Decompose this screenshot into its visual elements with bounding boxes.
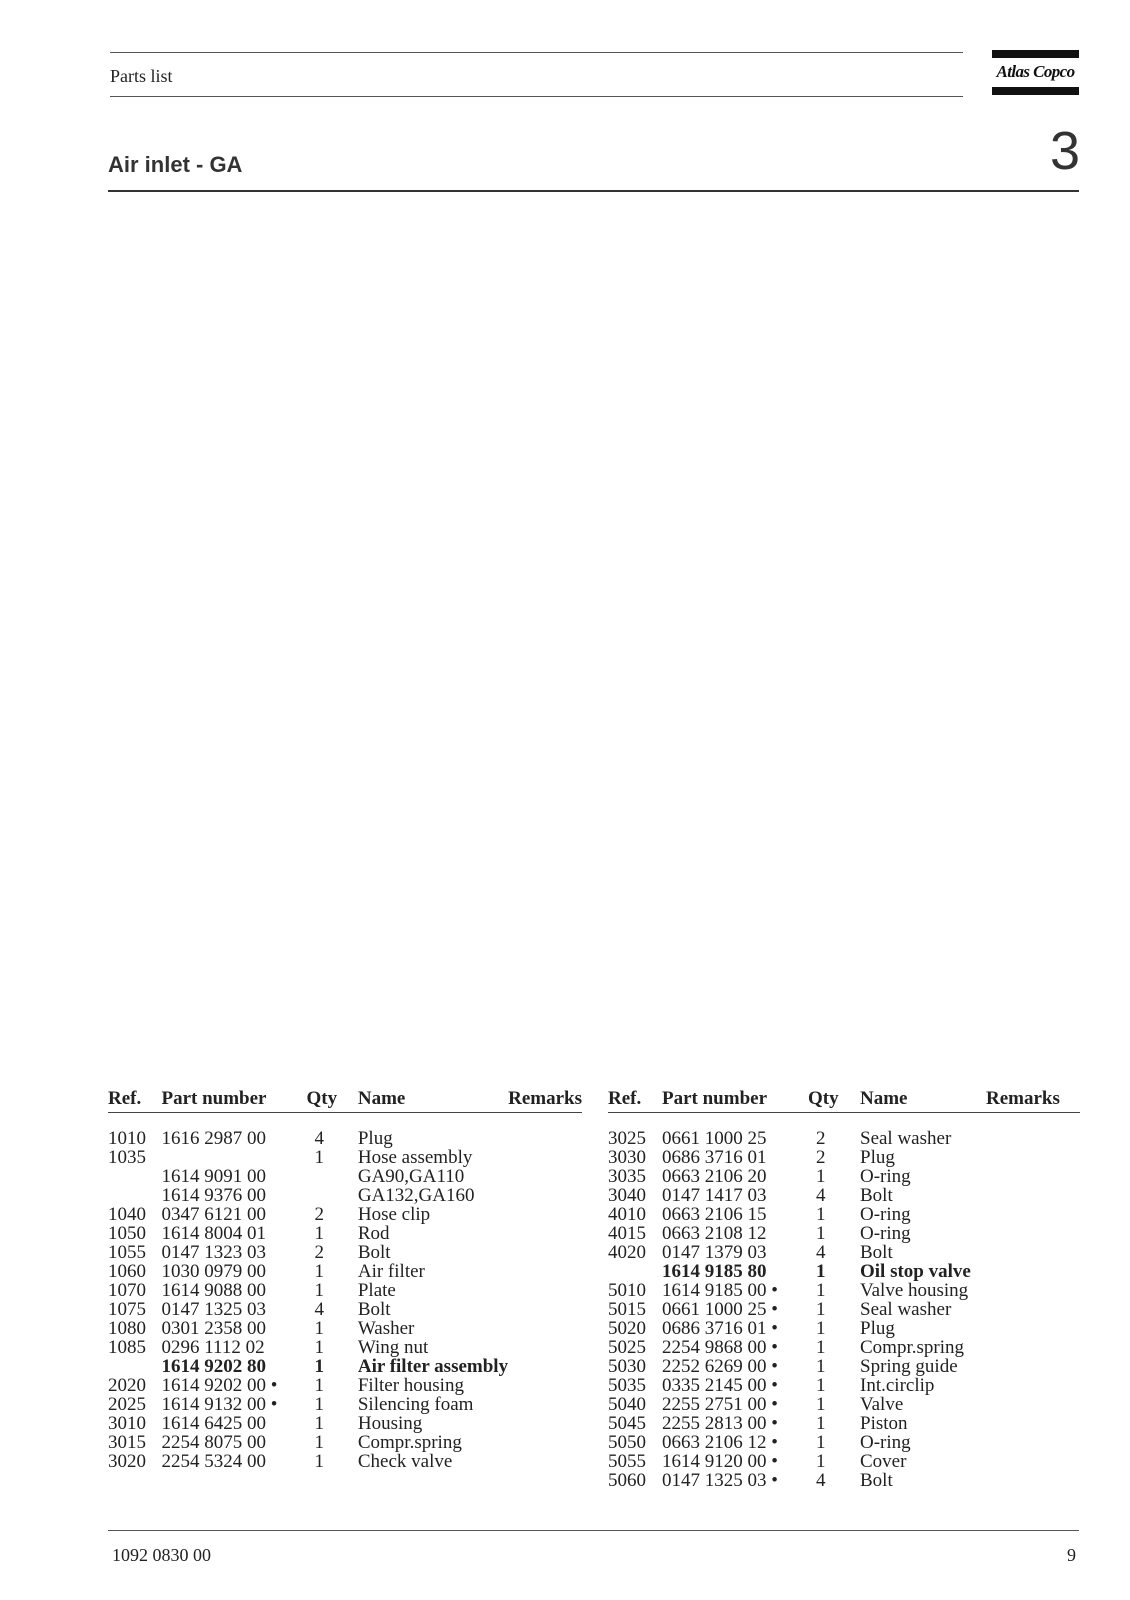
section-title: Air inlet - GA (108, 152, 243, 177)
name-cell: Plug (860, 1318, 895, 1339)
ref-cell: 1040 (108, 1204, 146, 1225)
table-spacer-row (608, 1113, 1080, 1130)
ref-cell: 2020 (108, 1375, 146, 1396)
remarks-cell (508, 1300, 582, 1319)
qty-cell: 1 (314, 1451, 325, 1472)
part-number-cell: 2254 5324 00 (161, 1451, 266, 1472)
ref-cell: 1070 (108, 1280, 146, 1301)
name-cell: Bolt (357, 1299, 391, 1320)
part-number-cell: 0686 3716 01 • (662, 1318, 778, 1339)
remarks-cell (986, 1376, 1080, 1395)
table-row (108, 1376, 582, 1395)
logo-wordmark: Atlas Copco (996, 62, 1075, 81)
table-row (608, 1452, 1080, 1471)
part-number-cell: 0335 2145 00 • (662, 1375, 778, 1396)
part-number-cell: 1614 9185 00 • (662, 1280, 778, 1301)
logo-top-bar (992, 50, 1079, 58)
col-header-remarks: Remarks (986, 1088, 1080, 1113)
footer-rule (108, 1530, 1079, 1531)
part-number-cell: 0663 2106 15 (662, 1204, 767, 1225)
qty-cell: 4 (314, 1128, 325, 1149)
part-number-cell: 0663 2108 12 (662, 1223, 767, 1244)
qty-cell: 2 (314, 1204, 325, 1225)
ref-cell (108, 1357, 161, 1376)
ref-cell: 5010 (608, 1280, 646, 1301)
remarks-cell (508, 1186, 582, 1205)
table-row (108, 1205, 582, 1224)
table-row (608, 1338, 1080, 1357)
remarks-cell (986, 1471, 1080, 1490)
remarks-cell (508, 1148, 582, 1167)
table-row (608, 1300, 1080, 1319)
ref-cell: 4015 (608, 1223, 646, 1244)
header-bottom-rule (110, 96, 963, 97)
ref-cell: 1080 (108, 1318, 146, 1339)
remarks-cell (986, 1167, 1080, 1186)
part-number-cell: 1614 9088 00 (161, 1280, 266, 1301)
ref-cell: 3040 (608, 1185, 646, 1206)
part-number-cell: 1616 2987 00 (161, 1128, 266, 1149)
ref-cell: 5060 (608, 1470, 646, 1491)
qty-cell: 1 (314, 1432, 325, 1453)
section-number: 3 (1049, 121, 1080, 181)
name-cell: Housing (357, 1413, 423, 1434)
qty-cell: 1 (816, 1318, 826, 1339)
name-cell: Plate (357, 1280, 396, 1301)
part-number-cell: 1614 9132 00 • (161, 1394, 278, 1415)
remarks-cell (508, 1281, 582, 1300)
remarks-cell (508, 1129, 582, 1148)
table-header-row (608, 1088, 1080, 1113)
part-number-cell: 2254 9868 00 • (662, 1337, 778, 1358)
qty-cell: 2 (314, 1242, 325, 1263)
name-cell: O-ring (860, 1204, 911, 1225)
part-number-cell: 0296 1112 02 (161, 1337, 265, 1358)
table-row (108, 1357, 582, 1376)
ref-cell (108, 1167, 161, 1186)
col-header-part-number: Part number (161, 1088, 306, 1113)
qty-cell: 4 (816, 1185, 826, 1206)
name-cell: Valve housing (860, 1280, 969, 1301)
ref-cell: 5025 (608, 1337, 646, 1358)
part-number-cell: 0147 1417 03 (662, 1185, 767, 1206)
remarks-cell (986, 1319, 1080, 1338)
ref-cell: 1050 (108, 1223, 146, 1244)
table-header-row (108, 1088, 582, 1113)
col-header-part-number: Part number (662, 1088, 808, 1113)
ref-cell: 5050 (608, 1432, 646, 1453)
table-row (608, 1167, 1080, 1186)
name-cell: Rod (357, 1223, 390, 1244)
qty-cell: 1 (816, 1337, 826, 1358)
name-cell: Seal washer (860, 1299, 952, 1320)
table-row (608, 1376, 1080, 1395)
remarks-cell (508, 1433, 582, 1452)
qty-cell: 1 (816, 1375, 826, 1396)
table-row (108, 1148, 582, 1167)
remarks-cell (508, 1205, 582, 1224)
name-cell: Piston (860, 1413, 908, 1434)
name-cell: Plug (357, 1128, 393, 1149)
part-number-cell (161, 1148, 306, 1167)
col-header-qty: Qty (808, 1088, 860, 1113)
ref-cell: 4010 (608, 1204, 646, 1225)
name-cell: Compr.spring (860, 1337, 964, 1358)
qty-cell: 1 (314, 1147, 325, 1168)
name-cell: Air filter assembly (357, 1356, 509, 1377)
qty-cell: 1 (816, 1413, 826, 1434)
name-cell: Wing nut (357, 1337, 429, 1358)
table-row (108, 1281, 582, 1300)
ref-cell: 1010 (108, 1128, 146, 1149)
table-row (608, 1224, 1080, 1243)
part-number-cell: 2255 2751 00 • (662, 1394, 778, 1415)
qty-cell: 1 (816, 1394, 826, 1415)
name-cell: Air filter (357, 1261, 425, 1282)
name-cell: O-ring (860, 1223, 911, 1244)
remarks-cell (986, 1433, 1080, 1452)
qty-cell: 1 (816, 1299, 826, 1320)
name-cell: Plug (860, 1147, 895, 1168)
remarks-cell (986, 1243, 1080, 1262)
qty-cell: 1 (816, 1451, 826, 1472)
name-cell: Hose assembly (357, 1147, 473, 1168)
document-number: 1092 0830 00 (112, 1545, 211, 1565)
qty-cell: 1 (314, 1337, 325, 1358)
table-row (108, 1262, 582, 1281)
col-header-ref: Ref. (608, 1088, 662, 1113)
table-row (608, 1186, 1080, 1205)
name-cell: Filter housing (357, 1375, 464, 1396)
ref-cell: 1085 (108, 1337, 146, 1358)
qty-cell: 1 (314, 1394, 325, 1415)
ref-cell: 3025 (608, 1128, 646, 1149)
table-row (608, 1471, 1080, 1490)
qty-cell (307, 1186, 358, 1205)
remarks-cell (986, 1281, 1080, 1300)
remarks-cell (508, 1357, 582, 1376)
name-cell: GA132,GA160 (357, 1185, 475, 1206)
name-cell: O-ring (860, 1432, 911, 1453)
name-cell: Bolt (860, 1185, 893, 1206)
parts-table-right (608, 1088, 1080, 1490)
table-row (108, 1186, 582, 1205)
part-number-cell: 0347 6121 00 (161, 1204, 266, 1225)
ref-cell (108, 1186, 161, 1205)
part-number-cell: 2252 6269 00 • (662, 1356, 778, 1377)
table-row (108, 1338, 582, 1357)
part-number-cell: 0147 1325 03 (161, 1299, 266, 1320)
ref-cell: 3035 (608, 1166, 646, 1187)
remarks-cell (986, 1300, 1080, 1319)
remarks-cell (508, 1224, 582, 1243)
part-number-cell: 1614 8004 01 (161, 1223, 266, 1244)
name-cell: Int.circlip (860, 1375, 935, 1396)
name-cell: Silencing foam (357, 1394, 474, 1415)
qty-cell: 2 (816, 1128, 826, 1149)
table-row (108, 1129, 582, 1148)
remarks-cell (986, 1414, 1080, 1433)
part-number-cell: 0147 1323 03 (161, 1242, 266, 1263)
ref-cell: 5020 (608, 1318, 646, 1339)
name-cell: Cover (860, 1451, 907, 1472)
name-cell: Bolt (357, 1242, 391, 1263)
col-header-remarks: Remarks (508, 1088, 582, 1113)
ref-cell: 1055 (108, 1242, 146, 1263)
qty-cell: 1 (314, 1280, 325, 1301)
table-row (608, 1319, 1080, 1338)
part-number-cell: 0147 1379 03 (662, 1242, 767, 1263)
ref-cell: 5040 (608, 1394, 646, 1415)
qty-cell: 1 (314, 1375, 325, 1396)
table-row (108, 1243, 582, 1262)
part-number-cell: 1614 9202 80 (161, 1356, 266, 1377)
part-number-cell: 1614 9120 00 • (662, 1451, 778, 1472)
qty-cell: 1 (314, 1413, 325, 1434)
table-row (608, 1433, 1080, 1452)
remarks-cell (508, 1376, 582, 1395)
col-header-name: Name (860, 1088, 986, 1113)
part-number-cell: 1614 9091 00 (161, 1166, 266, 1187)
table-row (108, 1224, 582, 1243)
qty-cell: 1 (314, 1223, 325, 1244)
ref-cell: 5030 (608, 1356, 646, 1377)
part-number-cell: 0147 1325 03 • (662, 1470, 778, 1491)
page-number: 9 (1067, 1545, 1076, 1565)
name-cell: Oil stop valve (860, 1261, 971, 1282)
ref-cell: 3015 (108, 1432, 146, 1453)
remarks-cell (986, 1148, 1080, 1167)
table-row (108, 1414, 582, 1433)
part-number-cell: 0661 1000 25 • (662, 1299, 778, 1320)
remarks-cell (986, 1357, 1080, 1376)
parts-table-right-body (608, 1113, 1080, 1491)
qty-cell: 1 (314, 1356, 325, 1377)
ref-cell: 2025 (108, 1394, 146, 1415)
name-cell: GA90,GA110 (357, 1166, 465, 1187)
spacer-cell (108, 1113, 582, 1130)
part-number-cell: 0661 1000 25 (662, 1128, 767, 1149)
remarks-cell (508, 1338, 582, 1357)
remarks-cell (508, 1452, 582, 1471)
qty-cell: 1 (816, 1356, 826, 1377)
table-row (108, 1300, 582, 1319)
logo-bottom-bar (992, 87, 1079, 95)
table-row (108, 1319, 582, 1338)
remarks-cell (508, 1262, 582, 1281)
ref-cell: 3010 (108, 1413, 146, 1434)
remarks-cell (986, 1224, 1080, 1243)
ref-cell (608, 1262, 662, 1281)
parts-table-left (108, 1088, 582, 1471)
ref-cell: 1035 (108, 1147, 146, 1168)
part-number-cell: 0686 3716 01 (662, 1147, 767, 1168)
part-number-cell: 1614 9185 80 (662, 1261, 767, 1282)
name-cell: Bolt (860, 1242, 893, 1263)
ref-cell: 5055 (608, 1451, 646, 1472)
ref-cell: 3020 (108, 1451, 146, 1472)
col-header-qty: Qty (307, 1088, 358, 1113)
header-top-rule (110, 52, 963, 53)
col-header-name: Name (358, 1088, 508, 1113)
remarks-cell (986, 1338, 1080, 1357)
table-spacer-row (108, 1113, 582, 1130)
remarks-cell (508, 1243, 582, 1262)
remarks-cell (986, 1205, 1080, 1224)
qty-cell: 1 (816, 1280, 826, 1301)
table-row (608, 1243, 1080, 1262)
name-cell: Spring guide (860, 1356, 958, 1377)
name-cell: Seal washer (860, 1128, 952, 1149)
qty-cell (307, 1167, 358, 1186)
section-rule (108, 190, 1079, 192)
name-cell: Valve (860, 1394, 904, 1415)
table-row (108, 1433, 582, 1452)
col-header-ref: Ref. (108, 1088, 161, 1113)
ref-cell: 3030 (608, 1147, 646, 1168)
atlas-copco-logo (992, 50, 1079, 95)
ref-cell: 5035 (608, 1375, 646, 1396)
part-number-cell: 1614 6425 00 (161, 1413, 266, 1434)
table-row (608, 1205, 1080, 1224)
name-cell: O-ring (860, 1166, 911, 1187)
part-number-cell: 2254 8075 00 (161, 1432, 266, 1453)
table-row (608, 1395, 1080, 1414)
remarks-cell (508, 1414, 582, 1433)
qty-cell: 4 (314, 1299, 325, 1320)
qty-cell: 1 (314, 1261, 325, 1282)
remarks-cell (508, 1319, 582, 1338)
qty-cell: 4 (816, 1242, 826, 1263)
remarks-cell (508, 1395, 582, 1414)
table-row (608, 1357, 1080, 1376)
remarks-cell (986, 1129, 1080, 1148)
ref-cell: 5015 (608, 1299, 646, 1320)
ref-cell: 4020 (608, 1242, 646, 1263)
table-row (608, 1414, 1080, 1433)
qty-cell: 4 (816, 1470, 826, 1491)
part-number-cell: 1030 0979 00 (161, 1261, 266, 1282)
name-cell: Hose clip (357, 1204, 431, 1225)
name-cell: Check valve (357, 1451, 453, 1472)
qty-cell: 1 (816, 1166, 826, 1187)
qty-cell: 1 (816, 1432, 826, 1453)
name-cell: Bolt (860, 1470, 893, 1491)
part-number-cell: 0301 2358 00 (161, 1318, 266, 1339)
part-number-cell: 1614 9202 00 • (161, 1375, 278, 1396)
table-row (108, 1452, 582, 1471)
table-row (108, 1167, 582, 1186)
part-number-cell: 1614 9376 00 (161, 1185, 266, 1206)
qty-cell: 1 (816, 1261, 826, 1282)
ref-cell: 5045 (608, 1413, 646, 1434)
ref-cell: 1075 (108, 1299, 146, 1320)
part-number-cell: 0663 2106 12 • (662, 1432, 778, 1453)
table-row (108, 1395, 582, 1414)
table-row (608, 1281, 1080, 1300)
table-row (608, 1129, 1080, 1148)
table-row (608, 1262, 1080, 1281)
running-head: Parts list (110, 66, 173, 86)
spacer-cell (608, 1113, 1080, 1130)
table-row (608, 1148, 1080, 1167)
remarks-cell (986, 1395, 1080, 1414)
qty-cell: 2 (816, 1147, 826, 1168)
ref-cell: 1060 (108, 1261, 146, 1282)
part-number-cell: 0663 2106 20 (662, 1166, 767, 1187)
qty-cell: 1 (314, 1318, 325, 1339)
remarks-cell (986, 1262, 1080, 1281)
part-number-cell: 2255 2813 00 • (662, 1413, 778, 1434)
qty-cell: 1 (816, 1204, 826, 1225)
name-cell: Washer (357, 1318, 415, 1339)
parts-table-left-body (108, 1113, 582, 1472)
remarks-cell (508, 1167, 582, 1186)
remarks-cell (986, 1186, 1080, 1205)
name-cell: Compr.spring (357, 1432, 462, 1453)
qty-cell: 1 (816, 1223, 826, 1244)
remarks-cell (986, 1452, 1080, 1471)
